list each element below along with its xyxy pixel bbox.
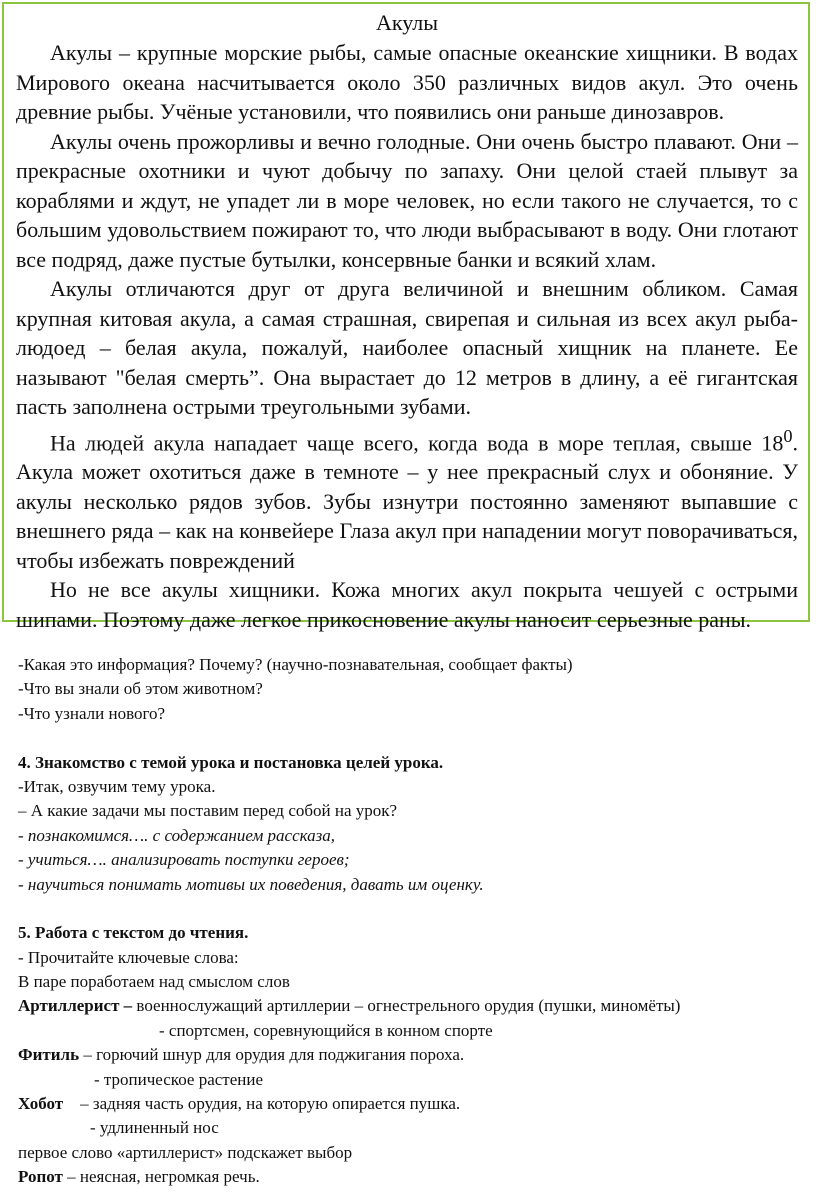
section-5-line-1: - Прочитайте ключевые слова: bbox=[18, 947, 239, 967]
paragraph-5: Но не все акулы хищники. Кожа многих акул покрыта чешуей с острыми шипами. Поэтому даже легкое прикосновение акулы наносит серьезные раны. bbox=[16, 577, 798, 632]
paragraph-4-end: . Акула может охотиться даже в темноте – у нее прекрасный слух и обоняние. У акулы несколько рядов зубов. Зубы изнутри постоянно заменяют выпавшие с внешнего ряда – как на конвейере Глаза акул при нападении могут поворачиваться, чтобы избежать повреждений bbox=[16, 429, 798, 573]
question-3: -Что узнали нового? bbox=[18, 703, 166, 723]
alt-fitil: - тропическое растение bbox=[94, 1069, 264, 1089]
paragraph-4-start: На людей акула нападает чаще всего, когда вода в море теплая, свыше 18 bbox=[50, 429, 784, 455]
section-4-heading: 4. Знакомство с темой урока и постановка целей урока. bbox=[18, 752, 444, 772]
section-4-line-1: -Итак, озвучим тему урока. bbox=[18, 776, 216, 796]
degree-superscript: 0 bbox=[783, 425, 793, 446]
goal-3: - научиться понимать мотивы их поведения, давать им оценку. bbox=[18, 874, 484, 894]
hint-line: первое слово «артиллерист» подскажет выбор bbox=[18, 1142, 353, 1162]
question-1: -Какая это информация? Почему? (научно-познавательная, сообщает факты) bbox=[18, 655, 573, 674]
goal-2: - учиться…. анализировать поступки героев; bbox=[18, 850, 350, 870]
def-ropot: – неясная, негромкая речь. bbox=[62, 1167, 260, 1187]
def-fitil: – горючий шнур для орудия для поджигания пороха. bbox=[79, 1045, 465, 1065]
box-title: Акулы bbox=[375, 10, 439, 35]
term-artillerist: Артиллерист – bbox=[18, 996, 133, 1016]
paragraph-2: Акулы очень прожорливы и вечно голодные. Они очень быстро плавают. Они – прекрасные охотники и чуют добычу по запаху. Они целой стаей плывут за кораблями и ждут, не упадет ли в море человек, но если такого не случается, то с большим удовольствием пожирают то, что люди выбрасывают в воду. Они глотают все подряд, даже пустые бутылки, консервные банки и всякий хлам. bbox=[16, 128, 798, 272]
section-5-line-2: В паре поработаем над смыслом слов bbox=[18, 972, 290, 992]
section-4-line-2: – А какие задачи мы поставим перед собой на урок? bbox=[18, 801, 398, 821]
term-hobot: Хобот bbox=[18, 1094, 64, 1114]
paragraph-4 bbox=[16, 422, 798, 576]
paragraph-3: Акулы отличаются друг от друга величиной и внешним обликом. Самая крупная китовая акула, а самая страшная, свирепая и сильная из всех акул рыба-людоед – белая акула, пожалуй, наиболее опасный хищник на планете. Ее называют "белая смерть”. Она вырастает до 12 метров в длину, а её гигантская пасть заполнена острыми треугольными зубами. bbox=[16, 276, 798, 419]
paragraph-1: Акулы – крупные морские рыбы, самые опасные океанские хищники. В водах Мирового океана насчитывается около 350 различных видов акул. Это очень древние рыбы. Учёные установили, что появились они раньше динозавров. bbox=[16, 40, 798, 124]
word-ropot bbox=[18, 1165, 798, 1189]
alt-hobot: - удлиненный нос bbox=[90, 1118, 219, 1138]
word-hobot bbox=[18, 1092, 798, 1116]
word-fitil bbox=[18, 1043, 798, 1067]
lesson-notes bbox=[18, 653, 798, 1190]
question-2: -Что вы знали об этом животном? bbox=[18, 679, 263, 699]
def-hobot: – задняя часть орудия, на которую опирается пушка. bbox=[63, 1094, 461, 1114]
text-box bbox=[2, 2, 810, 632]
word-artillerist bbox=[18, 994, 798, 1018]
alt-artillerist: - спортсмен, соревнующийся в конном спорте bbox=[159, 1020, 493, 1040]
section-5-heading: 5. Работа с текстом до чтения. bbox=[18, 923, 249, 943]
def-artillerist: военнослужащий артиллерии – огнестрельного орудия (пушки, миномёты) bbox=[132, 996, 681, 1016]
goal-1: - познакомимся…. с содержанием рассказа, bbox=[18, 825, 336, 845]
term-fitil: Фитиль bbox=[18, 1045, 80, 1065]
term-ropot: Ропот bbox=[18, 1167, 63, 1187]
